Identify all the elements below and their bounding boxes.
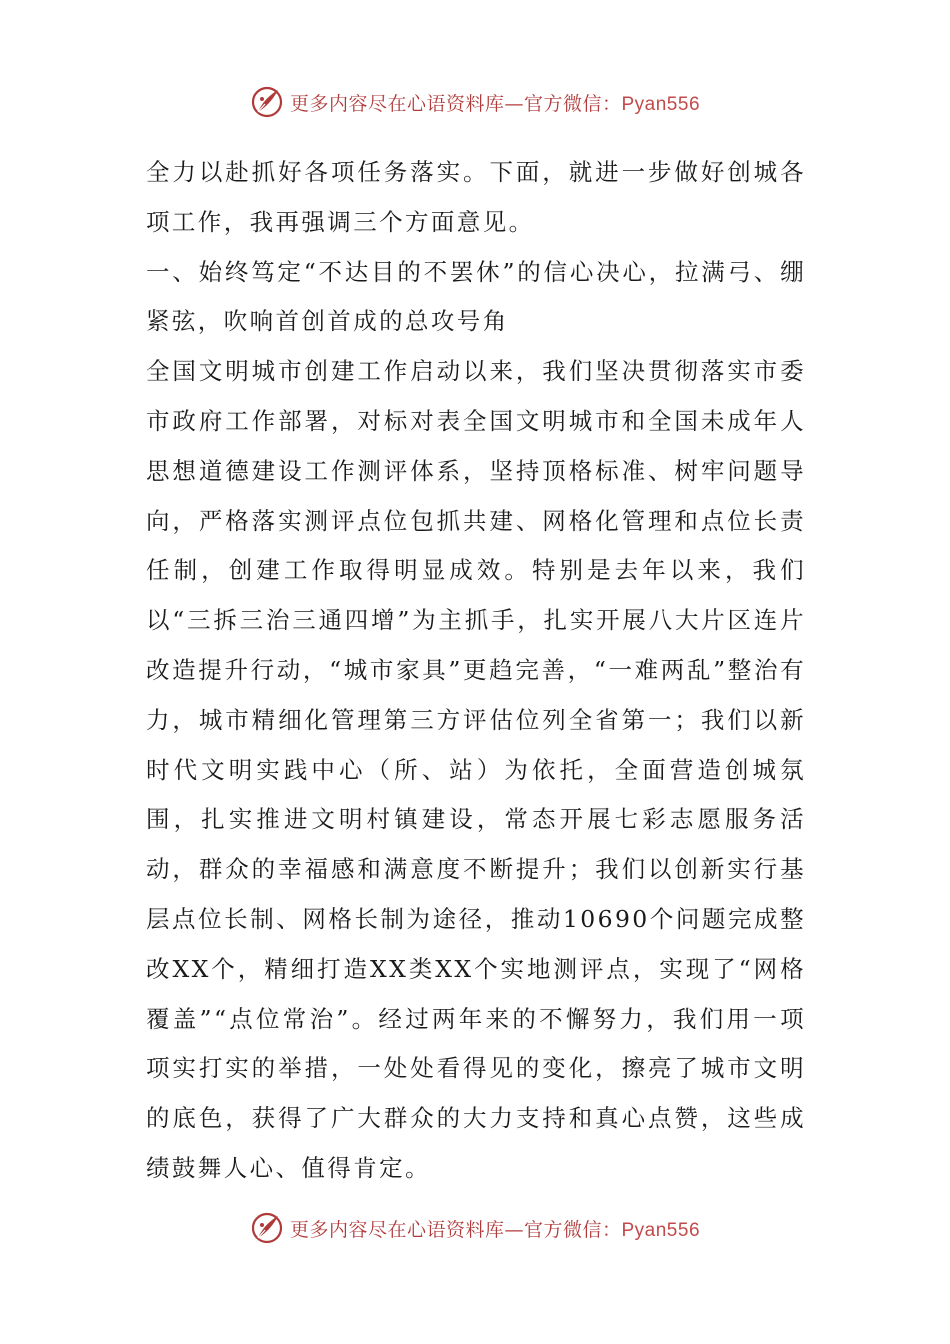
banner-handle: Pyan556 (621, 93, 701, 115)
banner-label: 更多内容尽在心语资料库—官方微信： (289, 92, 622, 115)
banner-label: 更多内容尽在心语资料库—官方微信： (289, 1218, 622, 1241)
quill-logo-icon (250, 85, 284, 119)
quill-logo-icon (250, 1211, 284, 1245)
banner-text (290, 89, 700, 116)
banner-handle: Pyan556 (621, 1219, 701, 1241)
document-body (146, 148, 806, 1194)
paragraph-intro: 全力以赴抓好各项任务落实。下面，就进一步做好创城各项工作，我再强调三个方面意见。 (146, 158, 806, 236)
header-banner (0, 82, 950, 122)
banner-text (290, 1215, 700, 1242)
section-heading-one: 一、始终笃定“不达目的不罢休”的信心决心，拉满弓、绷紧弦，吹响首创首成的总攻号角 (146, 257, 806, 336)
footer-banner (0, 1208, 950, 1248)
paragraph-body: 全国文明城市创建工作启动以来，我们坚决贯彻落实市委市政府工作部署，对标对表全国文明城市和全国未成年人思想道德建设工作测评体系，坚持顶格标准、树牢问题导向，严格落实测评点位包抓共建、网格化管理和点位长责任制，创建工作取得明显成效。特别是去年以来，我们以“三拆三治三通四增”为主抓手，扎实开展八大片区连片改造提升行动，“城市家具”更趋完善，“一难两乱”整治有力，城市精细化管理第三方评估位列全省第一；我们以新时代文明实践中心（所、站）为依托，全面营造创城氛围，扎实推进文明村镇建设，常态开展七彩志愿服务活动，群众的幸福感和满意度不断提升；我们以创新实行基层点位长制、网格长制为途径，推动10690个问题完成整改XX个，精细打造XX类XX个实地测评点，实现了“网格覆盖”“点位常治”。经过两年来的不懈努力，我们用一项项实打实的举措，一处处看得见的变化，擦亮了城市文明的底色，获得了广大群众的大力支持和真心点赞，这些成绩鼓舞人心、值得肯定。 (146, 357, 806, 1182)
